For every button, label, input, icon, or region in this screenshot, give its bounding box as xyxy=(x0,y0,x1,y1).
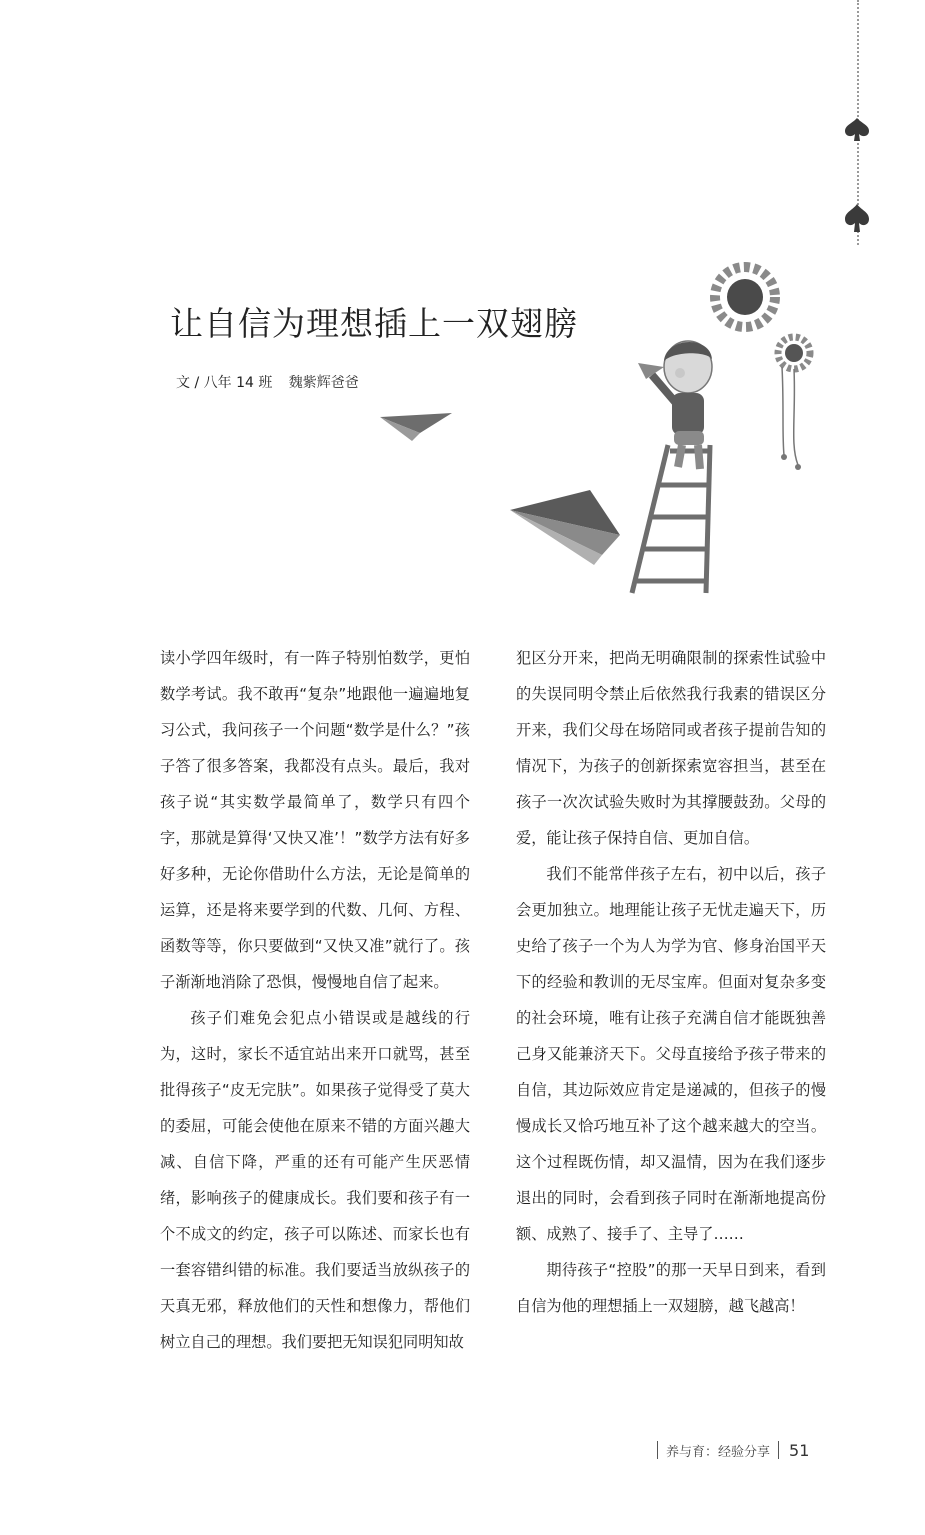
paragraph: 犯区分开来，把尚无明确限制的探索性试验中的失误同明令禁止后依然我行我素的错误区分开来，我们父母在场陪同或者孩子提前告知的情况下，为孩子的创新探索宽容担当，甚至在孩子一次次试验失败时为其撑腰鼓劲。父母的爱，能让孩子保持自信、更加自信。 xyxy=(516,649,826,847)
section-label: 养与育：经验分享 xyxy=(666,1444,771,1460)
right-column xyxy=(516,640,826,1324)
byline-author: 魏紫辉爸爸 xyxy=(288,375,359,391)
paragraph: 读小学四年级时，有一阵子特别怕数学，更怕数学考试。我不敢再“复杂”地跟他一遍遍地复习公式，我问孩子一个问题“数学是什么？”孩子答了很多答案，我都没有点头。最后，我对孩子说“其实数学最简单了，数学只有四个字，那就是算得‘又快又准’！”数学方法有好多好多种，无论你借助什么方法，无论是简单的运算，还是将来要学到的代数、几何、方程、函数等等，你只要做到“又快又准”就行了。孩子渐渐地消除了恐惧，慢慢地自信了起来。 xyxy=(160,649,470,991)
divider xyxy=(657,1441,658,1459)
byline xyxy=(176,373,359,393)
divider xyxy=(778,1441,779,1459)
paragraph: 我们不能常伴孩子左右，初中以后，孩子会更加独立。地理能让孩子无忧走遍天下，历史给了孩子一个为人为学为官、修身治国平天下的经验和教训的无尽宝库。但面对复杂多变的社会环境，唯有让孩子充满自信才能既独善己身又能兼济天下。父母直接给予孩子带来的自信，其边际效应肯定是递减的，但孩子的慢慢成长又恰巧地互补了这个越来越大的空当。这个过程既伤情，却又温情，因为在我们逐步退出的同时，会看到孩子同时在渐渐地提高份额、成熟了、接手了、主导了…… xyxy=(516,865,826,1243)
article-title: 让自信为理想插上一双翅膀 xyxy=(170,304,578,343)
left-column xyxy=(160,640,470,1360)
sunflower-icon xyxy=(715,267,810,470)
heart-icon xyxy=(843,200,871,234)
paragraph: 期待孩子“控股”的那一天早日到来，看到自信为他的理想插上一双翅膀，越飞越高！ xyxy=(516,1261,826,1315)
paper-plane-icon xyxy=(380,413,452,441)
paper-plane-icon xyxy=(510,490,620,565)
paragraph: 孩子们难免会犯点小错误或是越线的行为，这时，家长不适宜站出来开口就骂，甚至批得孩子“皮无完肤”。如果孩子觉得受了莫大的委屈，可能会使他在原来不错的方面兴趣大减、自信下降，严重的还有可能产生厌恶情绪，影响孩子的健康成长。我们要和孩子有一个不成文的约定，孩子可以陈述、而家长也有一套容错纠错的标准。我们要适当放纵孩子的天真无邪，释放他们的天性和想像力，帮他们树立自己的理想。我们要把无知误犯同明知故 xyxy=(160,1009,470,1351)
page-footer xyxy=(657,1438,809,1462)
boy-illustration xyxy=(370,255,830,605)
byline-class: 文 / 八年 14 班 xyxy=(176,375,273,391)
heart-icon xyxy=(843,115,871,143)
page-number: 51 xyxy=(789,1440,810,1460)
